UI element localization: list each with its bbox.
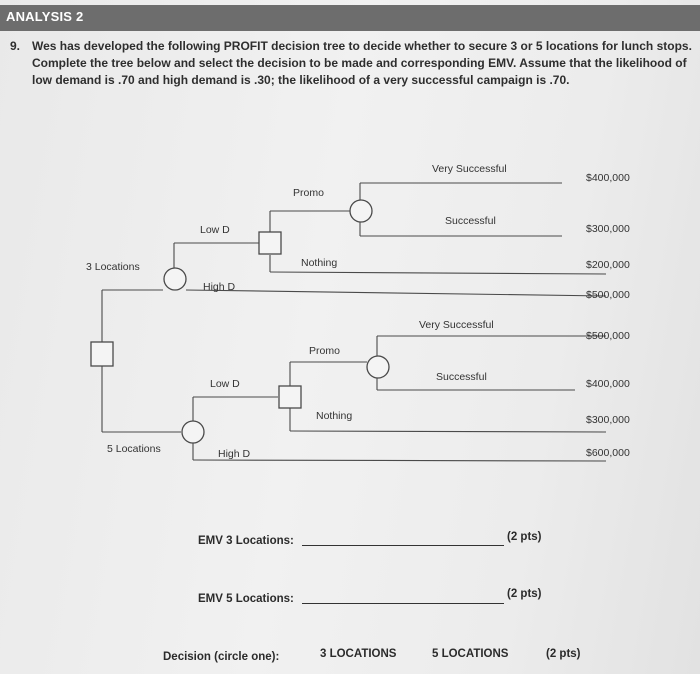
label-5-nothing: Nothing <box>316 410 353 422</box>
emv-3-locations-points: (2 pts) <box>507 531 542 543</box>
branch-5-nothing <box>290 431 606 432</box>
branch-5-high-d <box>193 460 606 461</box>
question-text: Wes has developed the following PROFIT decision tree to decide whether to secure 3 or 5 locations for lunch stops. Complete the tree below and select the decision to be made and corresponding EMV. Assume that the likelihood of low demand is .70 and high demand is .30; the likelihood of a very successful campaign is .70. <box>32 39 692 87</box>
label-3-nothing: Nothing <box>301 257 338 269</box>
label-3-high-demand: High D <box>203 281 236 293</box>
label-5-promo: Promo <box>309 345 340 357</box>
chance-node-3-promo <box>350 200 372 222</box>
label-5-very-successful: Very Successful <box>419 319 494 331</box>
label-3-low-demand: Low D <box>200 224 230 236</box>
decision-label: Decision (circle one): <box>163 651 280 663</box>
label-5-successful: Successful <box>436 371 487 383</box>
payoff-5-nothing: $300,000 <box>586 414 630 426</box>
section-title: ANALYSIS 2 <box>6 9 84 24</box>
emv-3-locations-answer-line[interactable] <box>302 545 504 546</box>
chance-node-5-promo <box>367 356 389 378</box>
emv-3-locations-label: EMV 3 Locations: <box>198 535 294 547</box>
payoff-3-nothing: $200,000 <box>586 259 630 271</box>
decision-node-5-low-d <box>279 386 301 408</box>
label-3-locations: 3 Locations <box>86 261 140 273</box>
label-5-high-demand: High D <box>218 448 251 460</box>
label-3-very-successful: Very Successful <box>432 163 507 175</box>
root-decision-node <box>91 342 113 366</box>
label-5-locations: 5 Locations <box>107 443 161 455</box>
decision-node-3-low-d <box>259 232 281 254</box>
question-number: 9. <box>10 39 21 53</box>
payoff-5-successful: $400,000 <box>586 378 630 390</box>
branch-3-high-d <box>186 290 606 296</box>
label-5-low-demand: Low D <box>210 378 240 390</box>
payoff-5-very-successful: $500,000 <box>586 330 630 342</box>
emv-5-locations-label: EMV 5 Locations: <box>198 593 294 605</box>
payoff-3-very-successful: $400,000 <box>586 172 630 184</box>
emv-5-locations-points: (2 pts) <box>507 588 542 600</box>
label-3-successful: Successful <box>445 215 496 227</box>
payoff-3-high-demand: $500,000 <box>586 289 630 301</box>
payoff-5-high-demand: $600,000 <box>586 447 630 459</box>
decision-points: (2 pts) <box>546 648 581 660</box>
branch-3-nothing <box>270 272 606 274</box>
emv-5-locations-answer-line[interactable] <box>302 603 504 604</box>
decision-option-5-locations[interactable]: 5 LOCATIONS <box>432 648 509 660</box>
chance-node-5-locations <box>182 421 204 443</box>
decision-option-3-locations[interactable]: 3 LOCATIONS <box>320 648 397 660</box>
label-3-promo: Promo <box>293 187 324 199</box>
payoff-3-successful: $300,000 <box>586 223 630 235</box>
chance-node-3-locations <box>164 268 186 290</box>
